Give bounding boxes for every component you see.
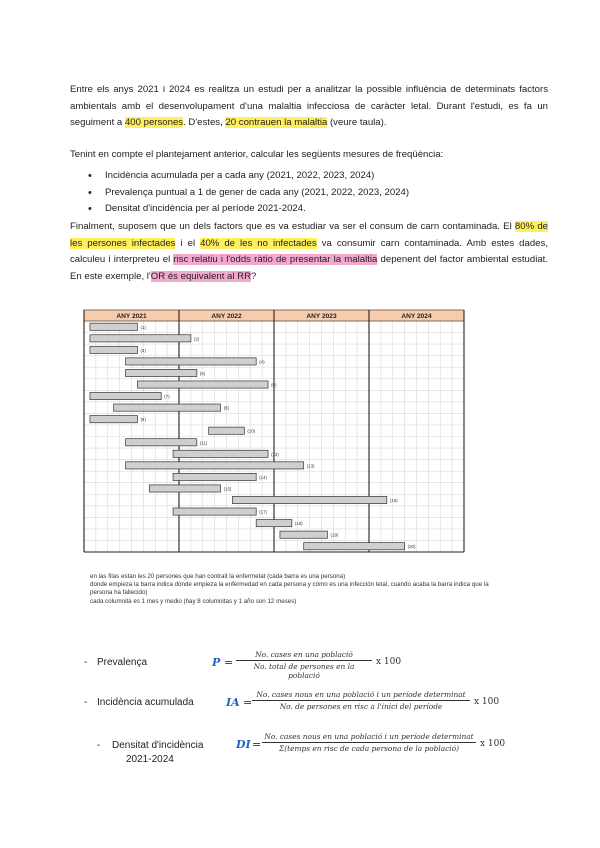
highlight-or-rr: OR és equivalent al RR: [150, 270, 252, 282]
year-header-label: ANY 2022: [211, 313, 242, 321]
patient-bar: [90, 346, 138, 353]
patient-bar-label: (8): [223, 405, 229, 411]
prevalence-multiplier: x 100: [376, 657, 402, 667]
prevalence-numerator: No. cases en una població: [236, 650, 372, 661]
patient-bar-label: (15): [223, 486, 232, 492]
cumulative-incidence-multiplier: x 100: [474, 697, 500, 707]
patient-bar: [304, 543, 405, 550]
patient-bar-label: (7): [164, 394, 170, 400]
list-item: • Incidència acumulada per a cada any (2021, 2022, 2023, 2024): [84, 168, 409, 185]
highlight-40-percent: 40% de les no infectades: [200, 237, 317, 249]
disease-timeline-chart: [70, 300, 480, 568]
prevalence-variable: P: [212, 656, 221, 669]
patient-bar-label: (11): [199, 440, 208, 446]
patient-bar: [173, 473, 256, 480]
year-header-label: ANY 2023: [306, 313, 337, 321]
patient-bar-label: (3): [140, 347, 146, 353]
year-header-label: ANY 2021: [116, 313, 147, 321]
cumulative-incidence-variable: IA: [226, 696, 240, 709]
patient-bar: [126, 439, 197, 446]
patient-bar: [173, 450, 268, 457]
patient-bar: [90, 392, 161, 399]
highlight-20-contrauen: 20 contrauen la malaltia: [225, 117, 328, 128]
patient-bar-label: (1): [140, 324, 146, 330]
highlight-risc-relatiu: risc relatiu i l'odds ràtio de presentar la malaltia: [173, 254, 378, 265]
incidence-density-fraction: [262, 732, 476, 753]
chart-note: donde empieza la barra indica dónde empieza la enfermedad en cada persona y cómo es una infección letal, cuando acaba la barra indica que la persona ha fallecido): [90, 581, 489, 597]
patient-bar-label: (2): [193, 336, 200, 342]
equals-sign: =: [243, 696, 253, 709]
incidence-density-variable: DI: [236, 738, 251, 751]
intro-paragraph-2: Tenint en compte el plantejament anterior, calcular les següents mesures de freqüència:: [70, 149, 444, 160]
cumulative-incidence-denominator: No. de persones en risc a l'inici del període: [279, 702, 443, 711]
timeline-svg: [70, 300, 480, 568]
year-header-label: ANY 2024: [401, 313, 432, 321]
patient-bar-label: (20): [407, 544, 416, 550]
patient-bar-label: (13): [306, 463, 315, 469]
frequency-measures-list: [84, 168, 409, 218]
incidence-density-numerator: No. cases nous en una població i un període determinat: [262, 732, 476, 743]
patient-bar: [232, 496, 386, 503]
incidence-density-label: Densitat d'incidència: [112, 740, 204, 751]
formula-dash: -: [97, 740, 101, 751]
patient-bar: [90, 416, 138, 423]
highlight-400-persones: 400 persones: [124, 117, 184, 128]
incidence-density-denominator: Σ(temps en risc de cada persona de la població): [279, 744, 459, 753]
list-item: • Prevalença puntual a 1 de gener de cada any (2021, 2022, 2023, 2024): [84, 185, 409, 202]
formula-dash: -: [84, 697, 88, 708]
chart-note: en las filas estan les 20 persones que han contrait la enfermetat (cada barra es una persona): [90, 573, 346, 580]
cumulative-incidence-numerator: No. cases nous en una població i un període determinat: [252, 690, 470, 701]
highlight-80-percent: 80% de les persones infectades: [70, 221, 548, 249]
intro-paragraph-1: Entre els anys 2021 i 2024 es realitza un estudi per a analitzar la possible influència de determinats factors ambientals amb el desenvolupament d'una malaltia infecciosa de caràcter letal. Durant l'estudi, es fa un seguiment a 400 persones. D'estes, 20 contrauen la malaltia (veure taula).: [70, 84, 548, 128]
patient-bar-label: (9): [140, 417, 146, 423]
patient-bar-label: (18): [294, 521, 303, 527]
equals-sign: =: [252, 738, 262, 751]
patient-bar: [173, 508, 256, 515]
patient-bar-label: (10): [247, 428, 256, 434]
incidence-density-period: 2021-2024: [126, 754, 174, 765]
patient-bar: [90, 335, 191, 342]
incidence-density-multiplier: x 100: [480, 739, 506, 749]
patient-bar-label: (4): [259, 359, 265, 365]
cumulative-incidence-label: Incidència acumulada: [97, 697, 194, 708]
formula-dash: -: [84, 657, 88, 668]
prevalence-denominator: No. total de persones en la població: [253, 662, 355, 680]
patient-bar: [126, 369, 197, 376]
patient-bar: [126, 358, 257, 365]
equals-sign: =: [224, 656, 234, 669]
patient-bar: [149, 485, 220, 492]
chart-note: cada columnita es 1 mes y medio (hay 8 columnitas y 1 año son 12 meses): [90, 597, 297, 605]
patient-bar-label: (12): [271, 451, 279, 457]
patient-bar: [256, 520, 292, 527]
patient-bar-label: (17): [259, 509, 267, 515]
intro-paragraph-3: Finalment, suposem que un dels factors que es va estudiar va ser el consum de carn contaminada. El 80% de les persones infectades i el 40% de les no infectades va consumir carn contaminada. Amb estes dades, calculeu i interpreteu el risc relatiu i l'odds ràtio de presentar la malaltia depenent del factor ambiental estudiat. En este exemple, l'OR és equivalent al RR?: [70, 221, 548, 282]
patient-bar: [137, 381, 268, 388]
patient-bar: [114, 404, 221, 411]
patient-bar: [209, 427, 245, 434]
patient-bar-label: (16): [389, 498, 398, 504]
patient-bar: [126, 462, 304, 469]
cumulative-incidence-fraction: [252, 690, 470, 711]
list-item: • Densitat d'incidència per al període 2021-2024.: [84, 201, 409, 218]
patient-bar: [280, 531, 328, 538]
patient-bar: [90, 323, 138, 330]
prevalence-fraction: [236, 650, 372, 680]
patient-bar-label: (14): [259, 474, 267, 480]
chart-notes: [90, 573, 510, 606]
patient-bar-label: (6): [271, 382, 277, 388]
prevalence-label: Prevalença: [97, 657, 148, 668]
patient-bar-label: (5): [199, 370, 206, 376]
patient-bar-label: (19): [330, 532, 339, 538]
